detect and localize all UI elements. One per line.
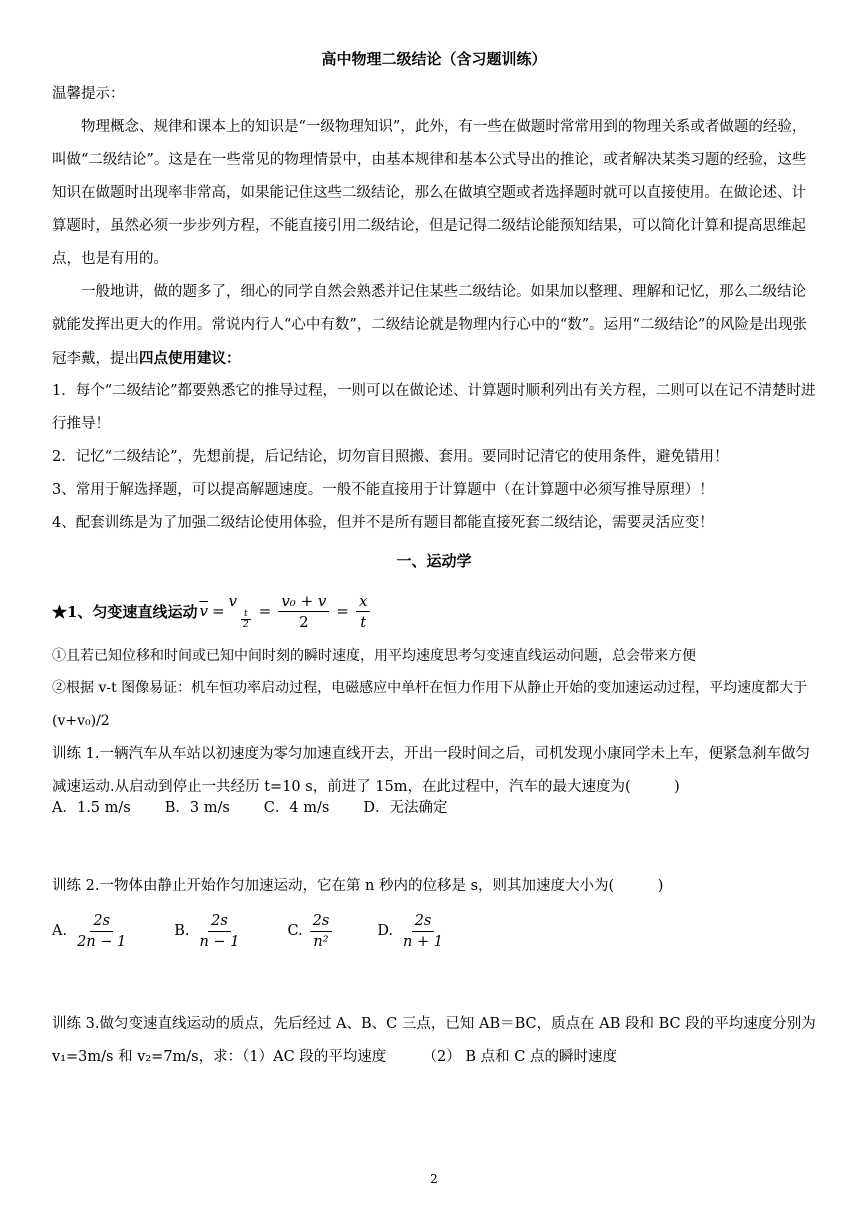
mid-time-subscript bbox=[240, 609, 252, 630]
intro-paragraph-2-text: 一般地讲，做的题多了，细心的同学自然会熟悉并记住某些二级结论。如果加以整理、理解和记忆，那么二级结论就能发挥出更大的作用。常说内行人“心中有数”，二级结论就是物理内行心中的“数”。运用“二级结论”的风险是出现张冠李戴，提出 bbox=[52, 284, 807, 367]
exercise-1-text: 训练 1.一辆汽车从车站以初速度为零匀加速直线开去，开出一段时间之后，司机发现小康同学未上车，便紧急刹车做匀减速运动.从启动到停止一共经历 t=10 s，前进了 15m，在此过程中，汽车的最大速度为( ) bbox=[52, 746, 810, 795]
subscript-2: 2 bbox=[243, 620, 249, 630]
option-d-numerator: 2s bbox=[412, 911, 435, 932]
exercise-2-text: 训练 2.一物体由静止开始作匀加速运动，它在第 n 秒内的位移是 s，则其加速度大小为( ) bbox=[52, 878, 664, 894]
exercise-1-option-b: B．3 m/s bbox=[164, 799, 230, 816]
exercise-1-options bbox=[52, 792, 481, 820]
exercise-2-option-a bbox=[52, 911, 132, 952]
fraction-2-denominator: t bbox=[360, 612, 367, 631]
tip-item-2: 2．记忆“二级结论”，先想前提，后记结论，切勿盲目照搬、套用。要同时记清它的使用条件，避免错用！ bbox=[52, 449, 729, 465]
exercise-1-option-a: A．1.5 m/s bbox=[52, 799, 131, 816]
tip-label: 温馨提示： bbox=[52, 86, 125, 102]
option-c-numerator: 2s bbox=[310, 911, 333, 932]
equals-sign-2: = bbox=[258, 602, 272, 620]
intro-paragraph-2 bbox=[52, 276, 816, 376]
exercise-2-option-c-label: C. bbox=[287, 923, 303, 939]
exercise-2-option-b bbox=[174, 911, 245, 952]
fraction-1-numerator: v₀ + v bbox=[278, 591, 329, 612]
option-b-numerator: 2s bbox=[208, 911, 231, 932]
tip-item-3: 3、常用于解选择题，可以提高解题速度。一般不能直接用于计算题中（在计算题中必须写推导原理）！ bbox=[52, 482, 714, 498]
four-tips-heading: 四点使用建议： bbox=[139, 350, 241, 367]
page-title: 高中物理二级结论（含习题训练） bbox=[321, 50, 547, 68]
tip-item-4: 4、配套训练是为了加强二级结论使用体验，但并不是所有题目都能直接死套二级结论，需要灵活应变！ bbox=[52, 515, 714, 531]
option-d-denominator: n + 1 bbox=[403, 933, 443, 950]
exercise-2-option-c bbox=[287, 911, 335, 952]
equals-sign-1: = bbox=[211, 602, 225, 620]
exercise-2-option-a-label: A. bbox=[52, 923, 68, 939]
fraction-2-numerator: x bbox=[356, 591, 370, 612]
page-number: 2 bbox=[430, 1172, 438, 1186]
tip-item-1: 1．每个“二级结论”都要熟悉它的推导过程，一则可以在做论述、计算题时顺利列出有关方程，二则可以在记不清楚时进行推导！ bbox=[52, 383, 816, 432]
exercise-2-option-d bbox=[377, 911, 449, 952]
exercise-2-option-b-fraction bbox=[197, 911, 243, 952]
subscript-t: t bbox=[241, 609, 251, 620]
option-c-denominator: n² bbox=[313, 933, 329, 950]
average-velocity-symbol: $\overline{v}$ bbox=[199, 602, 208, 620]
conclusion-1-label: ★1、匀变速直线运动 bbox=[52, 602, 198, 621]
exercise-2-option-d-fraction bbox=[400, 911, 446, 952]
exercise-2-option-d-label: D. bbox=[377, 923, 394, 939]
note-1: ①且若已知位移和时间或已知中间时刻的瞬时速度，用平均速度思考匀变速直线运动问题，总会带来方便 bbox=[52, 648, 696, 664]
note-2: ②根据 v-t 图像易证：机车恒功率启动过程，电磁感应中单杆在恒力作用下从静止开始的变加速运动过程，平均速度都大于(v+v₀)/2 bbox=[52, 680, 808, 729]
fraction-v0-plus-v bbox=[278, 591, 329, 632]
option-a-numerator: 2s bbox=[90, 911, 113, 932]
exercise-1-option-c: C．4 m/s bbox=[263, 799, 330, 816]
section-title-kinematics: 一、运动学 bbox=[396, 552, 472, 570]
exercise-3-text: 训练 3.做匀变速直线运动的质点，先后经过 A、B、C 三点，已知 AB＝BC，质点在 AB 段和 BC 段的平均速度分别为 v₁=3m/s 和 v₂=7m/s，求：（1）AC 段的平均速度 （2） B 点和 C 点的瞬时速度 bbox=[52, 1016, 816, 1065]
exercise-2-options bbox=[52, 906, 483, 956]
option-a-denominator: 2n − 1 bbox=[77, 933, 127, 950]
equals-sign-3: = bbox=[336, 602, 349, 620]
conclusion-1-formula bbox=[52, 586, 373, 636]
option-b-denominator: n − 1 bbox=[199, 933, 240, 950]
exercise-1-option-d: D．无法确定 bbox=[363, 799, 448, 816]
exercise-2-option-c-fraction bbox=[310, 911, 333, 952]
mid-time-velocity-symbol: v bbox=[228, 592, 237, 610]
fraction-1-denominator: 2 bbox=[299, 612, 309, 631]
mid-time-velocity bbox=[229, 592, 255, 630]
fraction-x-over-t bbox=[356, 591, 370, 632]
intro-paragraph-1: 物理概念、规律和课本上的知识是“一级物理知识”，此外，有一些在做题时常常用到的物理关系或者做题的经验，叫做“二级结论”。这是在一些常见的物理情景中，由基本规律和基本公式导出的推论，或者解决某类习题的经验，这些知识在做题时出现率非常高，如果能记住这些二级结论，那么在做填空题或者选择题时就可以直接使用。在做论述、计算题时，虽然必须一步步列方程，不能直接引用二级结论，但是记得二级结论能预知结果，可以简化计算和提高思维起点，也是有用的。 bbox=[52, 119, 807, 267]
exercise-2-option-b-label: B. bbox=[174, 923, 190, 939]
exercise-2-option-a-fraction bbox=[74, 911, 129, 952]
